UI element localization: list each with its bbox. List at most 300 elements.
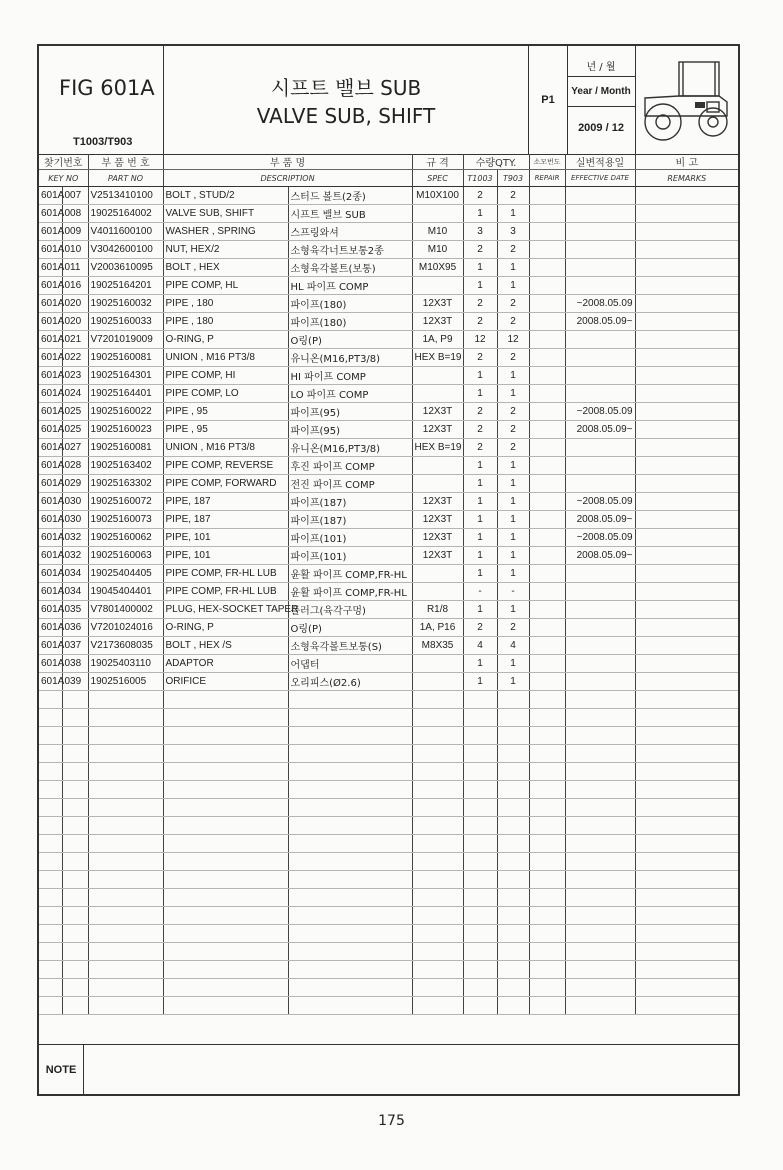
year-month-value: 2009 / 12 bbox=[578, 122, 624, 134]
description-kr: O링(P) bbox=[288, 331, 412, 349]
part-number: 19025160022 bbox=[88, 403, 163, 421]
spec: 1A, P16 bbox=[412, 619, 463, 637]
qty-t1003 bbox=[463, 835, 497, 853]
effective-date bbox=[565, 889, 635, 907]
part-number bbox=[88, 745, 163, 763]
table-row bbox=[39, 259, 738, 277]
qty-t1003: 2 bbox=[463, 313, 497, 331]
description-kr: 후진 파이프 COMP bbox=[288, 457, 412, 475]
description-kr: 파이프(95) bbox=[288, 421, 412, 439]
col-remarks-kr: 비 고 bbox=[635, 154, 738, 170]
spec: M8X35 bbox=[412, 637, 463, 655]
qty-t903 bbox=[497, 961, 529, 979]
part-number: 19025160081 bbox=[88, 349, 163, 367]
key-number: 007 bbox=[62, 187, 88, 205]
fig-number bbox=[39, 997, 62, 1015]
qty-t903: - bbox=[497, 583, 529, 601]
description-kr bbox=[288, 853, 412, 871]
qty-t1003 bbox=[463, 799, 497, 817]
qty-t903 bbox=[497, 799, 529, 817]
repair bbox=[529, 493, 565, 511]
effective-date bbox=[565, 277, 635, 295]
part-number bbox=[88, 925, 163, 943]
repair bbox=[529, 619, 565, 637]
remarks bbox=[635, 313, 738, 331]
table-row bbox=[39, 943, 738, 961]
qty-t903: 1 bbox=[497, 547, 529, 565]
spec bbox=[412, 385, 463, 403]
effective-date bbox=[565, 709, 635, 727]
key-number: 037 bbox=[62, 637, 88, 655]
spec bbox=[412, 835, 463, 853]
spec bbox=[412, 979, 463, 997]
table-row bbox=[39, 385, 738, 403]
description-kr: 파이프(101) bbox=[288, 547, 412, 565]
key-number: 036 bbox=[62, 619, 88, 637]
part-number bbox=[88, 853, 163, 871]
description-en bbox=[163, 925, 288, 943]
effective-date bbox=[565, 727, 635, 745]
description-en bbox=[163, 817, 288, 835]
description-en bbox=[163, 907, 288, 925]
spec: M10X95 bbox=[412, 259, 463, 277]
key-number bbox=[62, 853, 88, 871]
description-kr: 파이프(187) bbox=[288, 493, 412, 511]
effective-date bbox=[565, 367, 635, 385]
description-en bbox=[163, 943, 288, 961]
description-en: PIPE, 101 bbox=[163, 529, 288, 547]
fig-number bbox=[39, 889, 62, 907]
remarks bbox=[635, 637, 738, 655]
table-row bbox=[39, 493, 738, 511]
col-key-kr: 찾기번호 bbox=[39, 154, 88, 170]
repair bbox=[529, 637, 565, 655]
repair bbox=[529, 403, 565, 421]
part-number bbox=[88, 763, 163, 781]
description-en bbox=[163, 889, 288, 907]
table-row bbox=[39, 853, 738, 871]
remarks bbox=[635, 565, 738, 583]
parts-table bbox=[39, 154, 738, 1015]
qty-t903 bbox=[497, 925, 529, 943]
table-row bbox=[39, 781, 738, 799]
table-row bbox=[39, 907, 738, 925]
col-desc-en: DESCRIPTION bbox=[163, 170, 412, 187]
effective-date bbox=[565, 673, 635, 691]
key-number bbox=[62, 907, 88, 925]
description-kr: HI 파이프 COMP bbox=[288, 367, 412, 385]
key-number: 034 bbox=[62, 583, 88, 601]
qty-t1003: 2 bbox=[463, 619, 497, 637]
spec bbox=[412, 673, 463, 691]
qty-t1003 bbox=[463, 871, 497, 889]
remarks bbox=[635, 511, 738, 529]
effective-date bbox=[565, 457, 635, 475]
qty-t1003 bbox=[463, 925, 497, 943]
description-en bbox=[163, 853, 288, 871]
table-row bbox=[39, 367, 738, 385]
repair bbox=[529, 727, 565, 745]
table-row bbox=[39, 745, 738, 763]
part-number bbox=[88, 727, 163, 745]
key-number: 008 bbox=[62, 205, 88, 223]
remarks bbox=[635, 655, 738, 673]
table-row bbox=[39, 835, 738, 853]
table-row bbox=[39, 727, 738, 745]
remarks bbox=[635, 295, 738, 313]
repair bbox=[529, 259, 565, 277]
qty-t903: 1 bbox=[497, 529, 529, 547]
page-number: 175 bbox=[378, 1113, 405, 1129]
qty-t1003: 1 bbox=[463, 205, 497, 223]
part-number: 19025163402 bbox=[88, 457, 163, 475]
repair bbox=[529, 961, 565, 979]
key-number: 020 bbox=[62, 313, 88, 331]
fig-number bbox=[39, 835, 62, 853]
part-number: 19025160072 bbox=[88, 493, 163, 511]
qty-t903 bbox=[497, 943, 529, 961]
qty-t1003 bbox=[463, 763, 497, 781]
spec bbox=[412, 907, 463, 925]
remarks bbox=[635, 799, 738, 817]
qty-t903 bbox=[497, 835, 529, 853]
fig-number: 601A bbox=[39, 331, 62, 349]
description-kr: 윤활 파이프 COMP,FR-HL bbox=[288, 565, 412, 583]
remarks bbox=[635, 817, 738, 835]
table-row bbox=[39, 475, 738, 493]
effective-date bbox=[565, 961, 635, 979]
repair bbox=[529, 709, 565, 727]
qty-t903: 1 bbox=[497, 673, 529, 691]
qty-t903: 1 bbox=[497, 367, 529, 385]
fig-number: 601A bbox=[39, 259, 62, 277]
remarks bbox=[635, 781, 738, 799]
spec: HEX B=19 bbox=[412, 439, 463, 457]
description-kr bbox=[288, 781, 412, 799]
repair bbox=[529, 691, 565, 709]
qty-t1003: 2 bbox=[463, 403, 497, 421]
description-en: PIPE, 101 bbox=[163, 547, 288, 565]
description-kr bbox=[288, 871, 412, 889]
effective-date bbox=[565, 817, 635, 835]
part-number: 19025164201 bbox=[88, 277, 163, 295]
effective-date bbox=[565, 655, 635, 673]
effective-date bbox=[565, 475, 635, 493]
qty-t1003: 2 bbox=[463, 187, 497, 205]
part-number: 19025160073 bbox=[88, 511, 163, 529]
qty-t1003 bbox=[463, 745, 497, 763]
qty-t903 bbox=[497, 907, 529, 925]
fig-number: 601A bbox=[39, 349, 62, 367]
key-number: 021 bbox=[62, 331, 88, 349]
fig-number: 601A bbox=[39, 583, 62, 601]
effective-date: ~2008.05.09 bbox=[565, 493, 635, 511]
remarks bbox=[635, 403, 738, 421]
description-en: PIPE COMP, LO bbox=[163, 385, 288, 403]
effective-date bbox=[565, 349, 635, 367]
spec: 12X3T bbox=[412, 403, 463, 421]
qty-t903: 2 bbox=[497, 439, 529, 457]
table-row bbox=[39, 817, 738, 835]
key-number bbox=[62, 727, 88, 745]
key-number: 024 bbox=[62, 385, 88, 403]
description-en: O-RING, P bbox=[163, 331, 288, 349]
qty-t1003: - bbox=[463, 583, 497, 601]
qty-t903: 1 bbox=[497, 457, 529, 475]
qty-t903: 4 bbox=[497, 637, 529, 655]
qty-t1003 bbox=[463, 817, 497, 835]
qty-t903: 1 bbox=[497, 385, 529, 403]
effective-date bbox=[565, 187, 635, 205]
part-number: 19025163302 bbox=[88, 475, 163, 493]
table-row bbox=[39, 889, 738, 907]
key-number bbox=[62, 799, 88, 817]
note-label: NOTE bbox=[39, 1045, 84, 1095]
remarks bbox=[635, 961, 738, 979]
table-row bbox=[39, 637, 738, 655]
page-reference: P1 bbox=[541, 94, 555, 106]
description-en: PIPE , 180 bbox=[163, 295, 288, 313]
qty-t1003 bbox=[463, 907, 497, 925]
part-number: V4011600100 bbox=[88, 223, 163, 241]
description-kr: 파이프(180) bbox=[288, 313, 412, 331]
description-kr: 소형육각너트보통2종 bbox=[288, 241, 412, 259]
part-number bbox=[88, 961, 163, 979]
table-row bbox=[39, 511, 738, 529]
table-row bbox=[39, 439, 738, 457]
description-kr: 시프트 밸브 SUB bbox=[288, 205, 412, 223]
qty-t1003: 1 bbox=[463, 565, 497, 583]
qty-t1003: 2 bbox=[463, 439, 497, 457]
qty-t1003 bbox=[463, 709, 497, 727]
remarks bbox=[635, 583, 738, 601]
effective-date: ~2008.05.09 bbox=[565, 295, 635, 313]
fig-number bbox=[39, 709, 62, 727]
qty-t1003: 1 bbox=[463, 673, 497, 691]
repair bbox=[529, 529, 565, 547]
repair bbox=[529, 925, 565, 943]
description-kr: 파이프(101) bbox=[288, 529, 412, 547]
qty-t903 bbox=[497, 745, 529, 763]
remarks bbox=[635, 709, 738, 727]
remarks bbox=[635, 889, 738, 907]
qty-t1003 bbox=[463, 727, 497, 745]
table-row bbox=[39, 871, 738, 889]
spec: R1/8 bbox=[412, 601, 463, 619]
key-number bbox=[62, 781, 88, 799]
spec: 12X3T bbox=[412, 493, 463, 511]
qty-t903: 2 bbox=[497, 349, 529, 367]
qty-t903 bbox=[497, 817, 529, 835]
effective-date bbox=[565, 871, 635, 889]
part-number: 19025160023 bbox=[88, 421, 163, 439]
key-number: 010 bbox=[62, 241, 88, 259]
description-en: VALVE SUB, SHIFT bbox=[163, 205, 288, 223]
table-row bbox=[39, 295, 738, 313]
description-en: BOLT , HEX bbox=[163, 259, 288, 277]
remarks bbox=[635, 349, 738, 367]
qty-t1003: 1 bbox=[463, 277, 497, 295]
col-spec-en: SPEC bbox=[412, 170, 463, 187]
remarks bbox=[635, 979, 738, 997]
effective-date: 2008.05.09~ bbox=[565, 421, 635, 439]
spec bbox=[412, 871, 463, 889]
table-row bbox=[39, 979, 738, 997]
qty-t1003: 1 bbox=[463, 367, 497, 385]
remarks bbox=[635, 835, 738, 853]
spec: 12X3T bbox=[412, 313, 463, 331]
remarks bbox=[635, 385, 738, 403]
qty-t903 bbox=[497, 727, 529, 745]
fig-number bbox=[39, 943, 62, 961]
qty-t1003: 1 bbox=[463, 493, 497, 511]
description-kr bbox=[288, 943, 412, 961]
fig-number: 601A bbox=[39, 547, 62, 565]
qty-t1003 bbox=[463, 997, 497, 1015]
part-number bbox=[88, 835, 163, 853]
col-repair-kr: 소모번도 bbox=[529, 154, 565, 170]
key-number: 028 bbox=[62, 457, 88, 475]
qty-t1003: 2 bbox=[463, 349, 497, 367]
description-en: PIPE , 180 bbox=[163, 313, 288, 331]
remarks bbox=[635, 619, 738, 637]
key-number bbox=[62, 997, 88, 1015]
description-en: PIPE , 95 bbox=[163, 421, 288, 439]
key-number bbox=[62, 979, 88, 997]
key-number: 009 bbox=[62, 223, 88, 241]
table-row bbox=[39, 763, 738, 781]
description-en: UNION , M16 PT3/8 bbox=[163, 439, 288, 457]
key-number bbox=[62, 763, 88, 781]
part-number bbox=[88, 889, 163, 907]
key-number: 016 bbox=[62, 277, 88, 295]
spec: 12X3T bbox=[412, 547, 463, 565]
qty-t1003: 2 bbox=[463, 295, 497, 313]
remarks bbox=[635, 439, 738, 457]
qty-t903: 1 bbox=[497, 493, 529, 511]
fig-number bbox=[39, 871, 62, 889]
spec bbox=[412, 961, 463, 979]
description-kr: 플러그(육각구멍) bbox=[288, 601, 412, 619]
part-number: 19025404405 bbox=[88, 565, 163, 583]
remarks bbox=[635, 529, 738, 547]
table-row bbox=[39, 205, 738, 223]
spec bbox=[412, 457, 463, 475]
repair bbox=[529, 817, 565, 835]
repair bbox=[529, 547, 565, 565]
remarks bbox=[635, 205, 738, 223]
qty-t1003 bbox=[463, 691, 497, 709]
spec bbox=[412, 565, 463, 583]
fig-number bbox=[39, 979, 62, 997]
key-number bbox=[62, 943, 88, 961]
qty-t903 bbox=[497, 979, 529, 997]
effective-date: ~2008.05.09 bbox=[565, 403, 635, 421]
part-number: 19025160032 bbox=[88, 295, 163, 313]
description-kr: HL 파이프 COMP bbox=[288, 277, 412, 295]
qty-t1003 bbox=[463, 943, 497, 961]
qty-t1003: 1 bbox=[463, 385, 497, 403]
description-kr: LO 파이프 COMP bbox=[288, 385, 412, 403]
description-kr: 소형육각볼트(보통) bbox=[288, 259, 412, 277]
spec: M10X100 bbox=[412, 187, 463, 205]
table-row bbox=[39, 583, 738, 601]
fig-number: 601A bbox=[39, 511, 62, 529]
repair bbox=[529, 439, 565, 457]
table-row bbox=[39, 799, 738, 817]
col-spec-kr: 규 격 bbox=[412, 154, 463, 170]
header-row-english bbox=[39, 170, 738, 187]
description-kr bbox=[288, 961, 412, 979]
description-kr: 유니온(M16,PT3/8) bbox=[288, 349, 412, 367]
qty-t903: 1 bbox=[497, 475, 529, 493]
spec bbox=[412, 277, 463, 295]
remarks bbox=[635, 259, 738, 277]
remarks bbox=[635, 367, 738, 385]
repair bbox=[529, 421, 565, 439]
part-number: V2003610095 bbox=[88, 259, 163, 277]
spec bbox=[412, 817, 463, 835]
repair bbox=[529, 511, 565, 529]
spec: M10 bbox=[412, 223, 463, 241]
qty-t1003 bbox=[463, 961, 497, 979]
part-number: V2513410100 bbox=[88, 187, 163, 205]
table-row bbox=[39, 313, 738, 331]
effective-date bbox=[565, 223, 635, 241]
table-row bbox=[39, 547, 738, 565]
fig-number: 601A bbox=[39, 619, 62, 637]
effective-date bbox=[565, 943, 635, 961]
key-number: 039 bbox=[62, 673, 88, 691]
table-row bbox=[39, 709, 738, 727]
effective-date bbox=[565, 205, 635, 223]
effective-date bbox=[565, 979, 635, 997]
fig-number: 601A bbox=[39, 205, 62, 223]
table-row bbox=[39, 619, 738, 637]
fig-number: 601A bbox=[39, 295, 62, 313]
part-number: 19025160062 bbox=[88, 529, 163, 547]
description-en bbox=[163, 691, 288, 709]
remarks bbox=[635, 745, 738, 763]
table-row bbox=[39, 997, 738, 1015]
qty-t1003: 2 bbox=[463, 241, 497, 259]
effective-date: 2008.05.09~ bbox=[565, 511, 635, 529]
repair bbox=[529, 475, 565, 493]
qty-t903: 1 bbox=[497, 277, 529, 295]
table-row bbox=[39, 565, 738, 583]
part-number: 19025160063 bbox=[88, 547, 163, 565]
remarks bbox=[635, 673, 738, 691]
description-kr bbox=[288, 997, 412, 1015]
spec bbox=[412, 781, 463, 799]
table-row bbox=[39, 241, 738, 259]
fig-number bbox=[39, 817, 62, 835]
description-kr: 파이프(180) bbox=[288, 295, 412, 313]
description-en: BOLT , HEX /S bbox=[163, 637, 288, 655]
remarks bbox=[635, 871, 738, 889]
spec bbox=[412, 763, 463, 781]
repair bbox=[529, 313, 565, 331]
key-number bbox=[62, 889, 88, 907]
effective-date bbox=[565, 763, 635, 781]
key-number: 025 bbox=[62, 421, 88, 439]
remarks bbox=[635, 493, 738, 511]
effective-date bbox=[565, 691, 635, 709]
key-number: 038 bbox=[62, 655, 88, 673]
repair bbox=[529, 205, 565, 223]
spec bbox=[412, 889, 463, 907]
description-kr: 오리피스(Ø2.6) bbox=[288, 673, 412, 691]
